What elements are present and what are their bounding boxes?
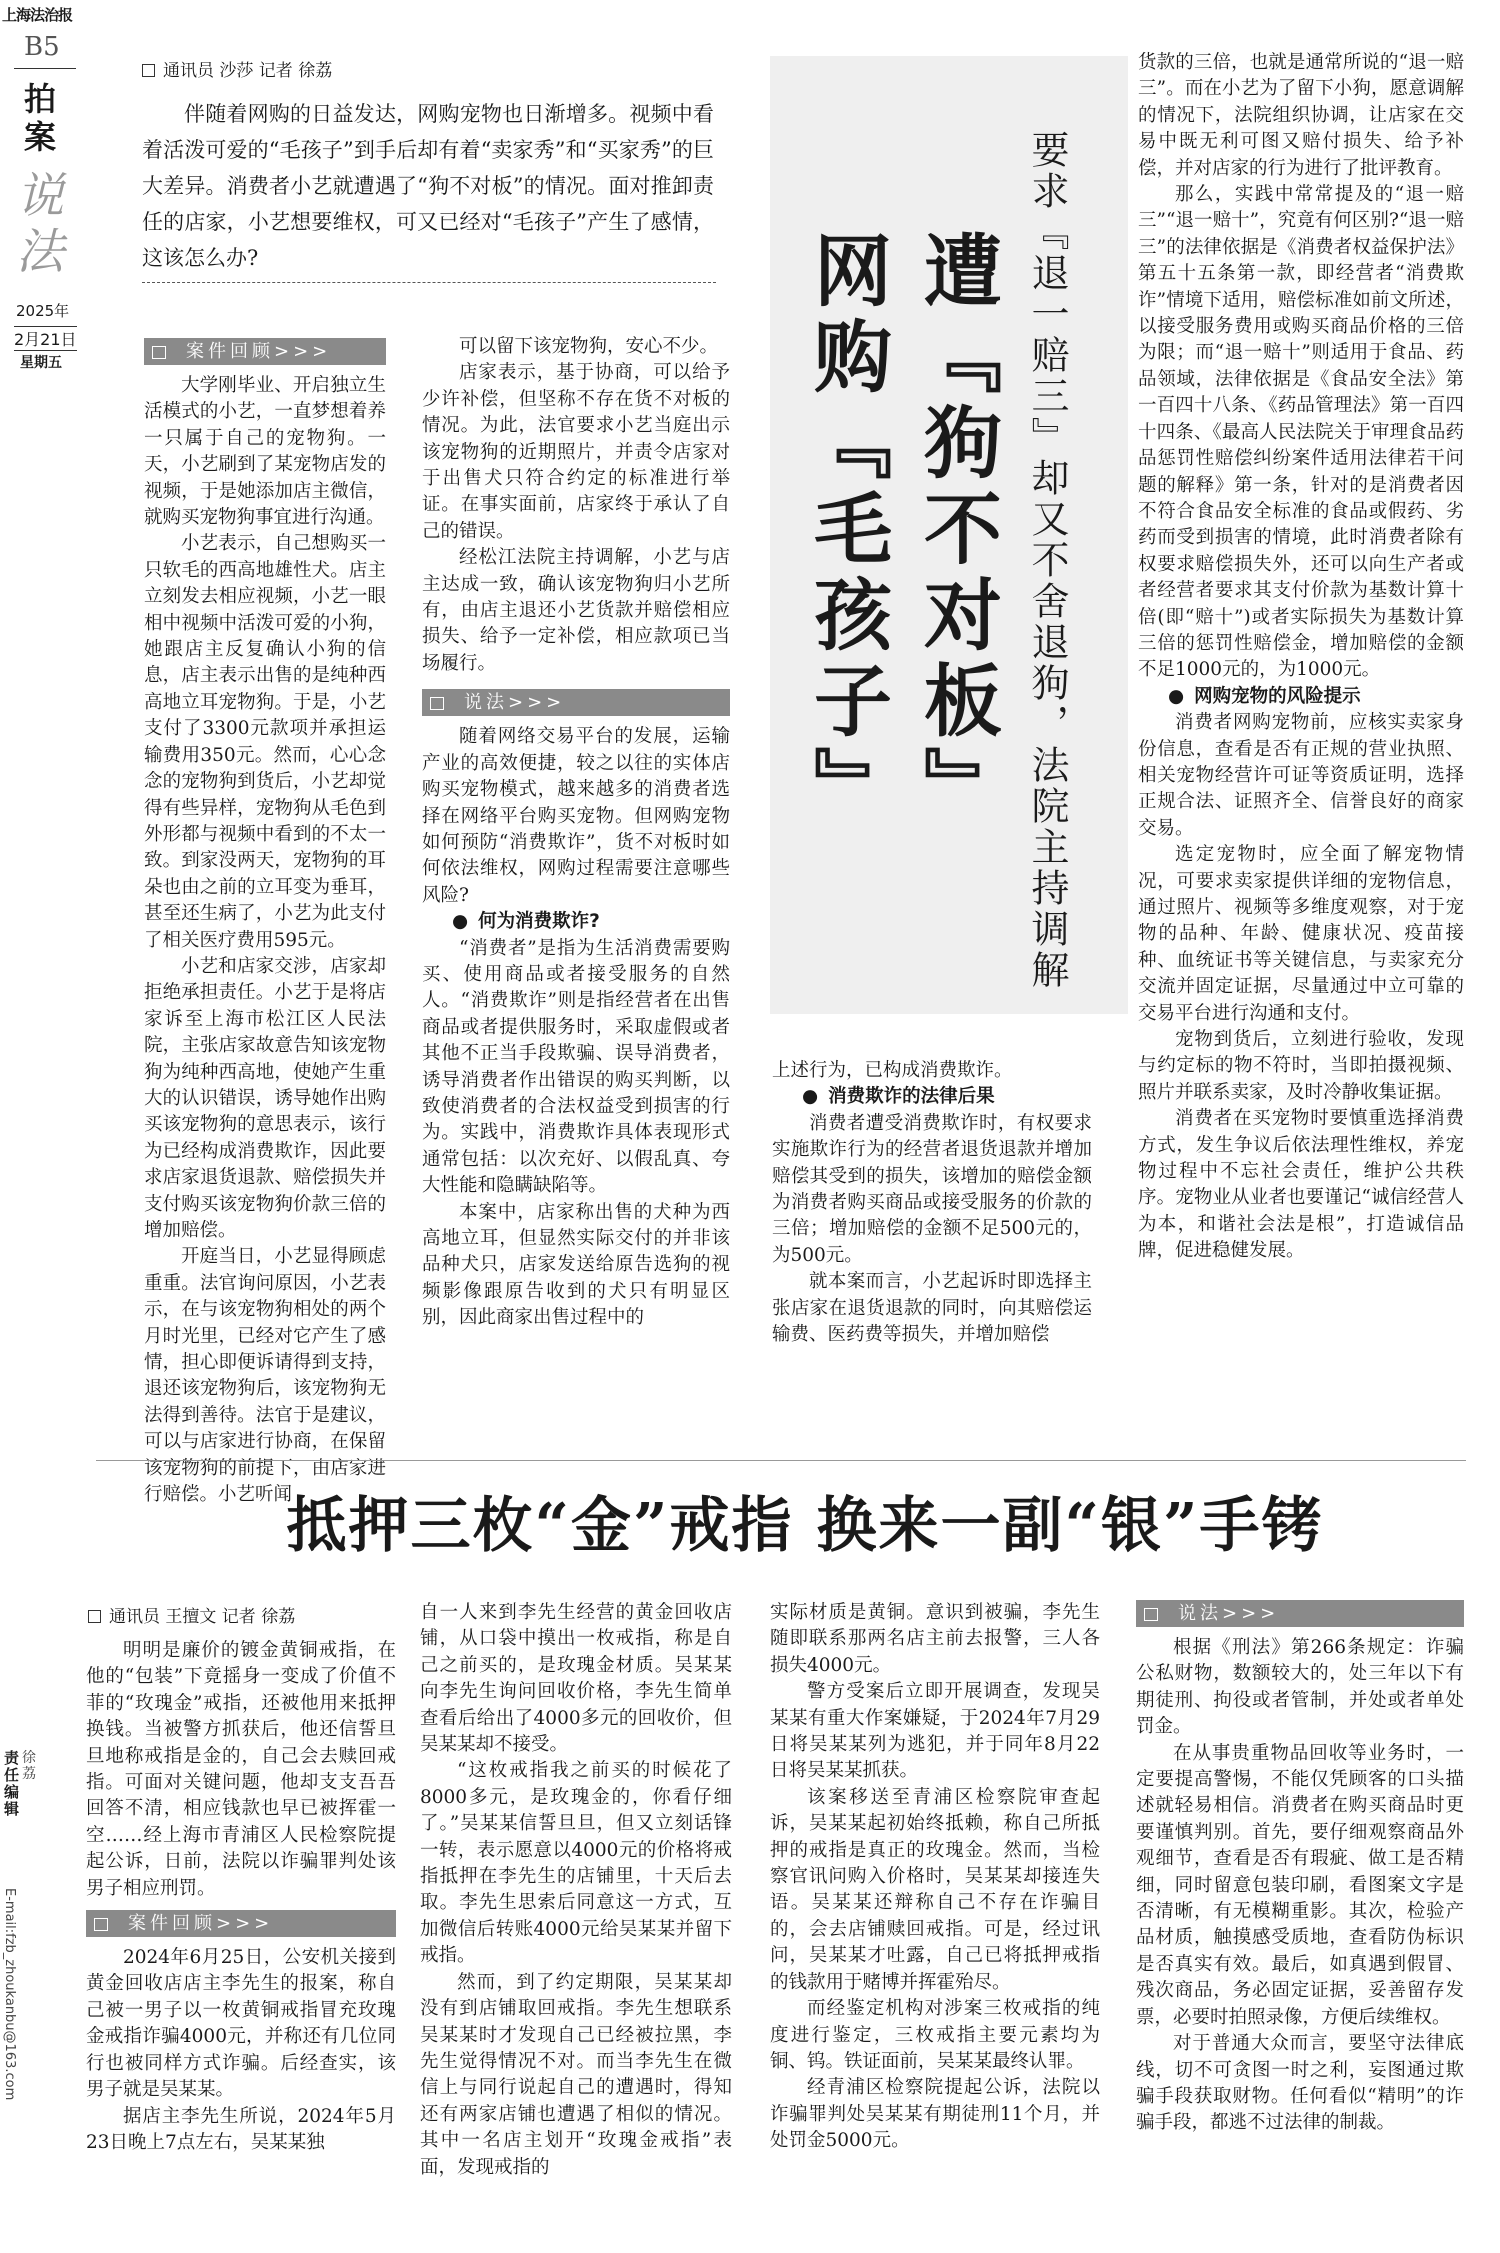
- story2-byline-text: 通讯员 王擅文 记者 徐荔: [109, 1607, 296, 1627]
- column-title: [24, 80, 56, 156]
- story2-lead: 明明是廉价的镀金黄铜戒指，在他的“包装”下竟摇身一变成了价值不菲的“玫瑰金”戒指，还被他用来抵押换钱。当被警方抓获后，他还信誓旦旦地称戒指是金的，自己会去赎回戒指。可面对关键问题，他却支支吾吾回答不清，相应钱款也早已被挥霍一空……经上海市青浦区人民检察院提起公诉，日前，法院以诈骗罪判处该男子相应刑罚。: [86, 1640, 396, 1899]
- paragraph: 警方受案后立即开展调查，发现吴某某有重大作案嫌疑，于2024年7月29日将吴某某列为逃犯，并于同年8月22日将吴某某抓获。: [770, 1681, 1100, 1782]
- story1-lead: 伴随着网购的日益发达，网购宠物也日渐增多。视频中看着活泼可爱的“毛孩子”到手后却有着“卖家秀”和“买家秀”的巨大差异。消费者小艺就遭遇了“狗不对板”的情况。面对推卸责任的店家，小艺想要维权，可又已经对“毛孩子”产生了感情，这该怎么办?: [142, 102, 714, 270]
- paragraph: 就本案而言，小艺起诉时即选择主张店家在退货退款的同时，向其赔偿运输费、医药费等损失，并增加赔偿: [772, 1271, 1092, 1346]
- editor-name: 徐荔: [22, 1750, 36, 1782]
- story1-col2: [422, 334, 730, 1396]
- column-title-char: 案: [24, 118, 57, 156]
- story1-col3: [772, 1058, 1092, 1398]
- paragraph: 对于普通大众而言，要坚守法律底线，切不可贪图一时之利，妄图通过欺骗手段获取财物。任何看似“精明”的诈骗手段，都逃不过法律的制裁。: [1136, 2033, 1464, 2134]
- story2-sec-law: 说法>>>: [1136, 1600, 1464, 1627]
- paragraph: 选定宠物时，应全面了解宠物情况，可要求卖家提供详细的宠物信息，通过照片、视频等多维度观察，对于宠物的品种、年龄、健康状况、疫苗接种、血统证书等关键信息，与卖家充分交流并固定证据，尽量通过中立可靠的交易平台进行沟通和支付。: [1138, 844, 1464, 1024]
- story1-subhead: 要求『退一赔三』却又不舍退狗，法院主持调解: [1025, 130, 1069, 991]
- paragraph: 小艺表示，自己想购买一只软毛的西高地雄性犬。店主立刻发去相应视频，小艺一眼相中视频中活泼可爱的小狗，她跟店主反复确认小狗的信息，店主表示出售的是纯种西高地立耳宠物狗。于是，小艺支付了3300元款项并承担运输费用350元。然而，心心念念的宠物狗到货后，小艺却觉得有些异样，宠物狗从毛色到外形都与视频中看到的不太一致。到家没两天，宠物狗的耳朵也由之前的立耳变为垂耳，甚至还生病了，小艺为此支付了相关医疗费用595元。: [144, 533, 386, 951]
- paragraph: 店家表示，基于协商，可以给予少许补偿，但坚称不存在货不对板的情况。为此，法官要求小艺当庭出示该宠物狗的近期照片，并责令店家对于出售犬只符合约定的标准进行举证。在事实面前，店家终于承认了自己的错误。: [422, 362, 730, 542]
- paragraph: 实际材质是黄铜。意识到被骗，李先生随即联系那两名店主前去报警，三人各损失4000元。: [770, 1602, 1100, 1676]
- story1-q3: ● 网购宠物的风险提示: [1138, 684, 1464, 710]
- paragraph: 然而，到了约定期限，吴某某却没有到店铺取回戒指。李先生想联系吴某某时才发现自己已经被拉黑，李先生觉得情况不对。而当李先生在微信上与同行说起自己的遭遇时，得知还有两家店铺也遭遇了相似的情况。其中一名店主划开“玫瑰金戒指”表面，发现戒指的: [420, 1971, 732, 2178]
- paragraph: 宠物到货后，立刻进行验收，发现与约定标的物不符时，当即拍摄视频、照片并联系卖家，及时冷静收集证据。: [1138, 1029, 1464, 1103]
- editor-label-text: 责任编辑: [4, 1749, 20, 1818]
- story1-byline: [142, 56, 332, 81]
- paragraph: 本案中，店家称出售的犬种为西高地立耳，但显然实际交付的并非该品种犬只，店家发送给原告选狗的视频影像跟原告收到的犬只有明显区别，因此商家出售过程中的: [422, 1201, 730, 1329]
- editor-email: E-mail:fzb_zhoukanbu@163.com: [2, 1888, 17, 2101]
- paragraph: 自一人来到李先生经营的黄金回收店铺，从口袋中摸出一枚戒指，称是自己之前买的，是玫瑰金材质。吴某某向李先生询问回收价格，李先生简单查看后给出了4000多元的回收价，但吴某某却不接受。: [420, 1602, 732, 1756]
- paragraph: 可以留下该宠物狗，安心不少。: [459, 336, 719, 357]
- date: 2月21日: [14, 326, 77, 351]
- story1-col1: [144, 334, 386, 1506]
- column-title-big: [16, 168, 64, 280]
- paragraph: 那么，实践中常常提及的“退一赔三”“退一赔十”，究竟有何区别?“退一赔三”的法律依据是《消费者权益保护法》第五十五条第一款，即经营者“消费欺诈”情境下适用，赔偿标准如前文所述，以接受服务费用或购买商品价格的三倍为限；而“退一赔十”则适用于食品、药品领域，法律依据是《食品安全法》第一百四十八条、《药品管理法》第一百四十四条、《最高人民法院关于审理食品药品惩罚性赔偿纠纷案件适用法律若干问题的解释》第一条，针对的是消费者因不符合食品安全标准的食品或假药、劣药而受到损害的情境，此时消费者除有权要求赔偿损失外，还可以向生产者或者经营者要求其支付价款为基数计算十倍(即“赔十”)或者实际损失为基数计算三倍的惩罚性赔偿金，增加赔偿的金额不足1000元的，为1000元。: [1138, 184, 1464, 681]
- paragraph: 消费者网购宠物前，应核实卖家身份信息，查看是否有正规的营业执照、相关宠物经营许可证等资质证明，选择正规合法、证照齐全、信誉良好的商家交易。: [1138, 712, 1464, 839]
- column-title-char: 拍: [24, 80, 57, 118]
- story2-col2: [420, 1600, 732, 2230]
- story2-byline: [88, 1602, 295, 1627]
- paragraph: 开庭当日，小艺显得顾虑重重。法官询问原因，小艺表示，在与该宠物狗相处的两个月时光里，已经对它产生了感情，担心即便诉请得到支持，退还该宠物狗后，该宠物狗无法得到善待。法官于是建议，可以与店家进行协商，在保留该宠物狗的前提下，由店家进行赔偿。小艺听闻: [144, 1246, 386, 1506]
- paragraph: 2024年6月25日，公安机关接到黄金回收店店主李先生的报案，称自己被一男子以一枚黄铜戒指冒充玫瑰金戒指诈骗4000元，并称还有几位同行也被同样方式诈骗。后经查实，该男子就是吴某某。: [86, 1947, 396, 2101]
- editor-label: [4, 1750, 24, 1818]
- divider: [142, 282, 716, 283]
- paragraph: 该案移送至青浦区检察院审查起诉，吴某某起初始终抵赖，称自己所抵押的戒指是真正的玫瑰金。然而，当检察官讯问购入价格时，吴某某却接连失语。吴某某还辩称自己不存在诈骗目的，会去店铺赎回戒指。可是，经过讯问，吴某某才吐露，自己已将抵押戒指的钱款用于赌博并挥霍殆尽。: [770, 1786, 1100, 1993]
- paragraph: “这枚戒指我之前买的时候花了8000多元，是玫瑰金的，你看仔细了。”吴某某信誓旦旦，但又立刻话锋一转，表示愿意以4000元的价格将戒指抵押在李先生的店铺里，十天后去取。李先生思索后同意这一方式，互加微信后转账4000元给吴某某并留下戒指。: [420, 1760, 732, 1967]
- masthead: [0, 0, 84, 2253]
- story1-headline-line1: 网购『毛孩子』: [801, 230, 892, 832]
- story1-headline-line2: 遭『狗不对板』: [911, 230, 1002, 832]
- paragraph: 根据《刑法》第266条规定：诈骗公私财物，数额较大的，处三年以下有期徒刑、拘役或者管制，并处或者单处罚金。: [1136, 1637, 1464, 1738]
- paragraph: 据店主李先生所说，2024年5月23日晚上7点左右，吴某某独: [86, 2105, 396, 2153]
- column-title-char: 说: [16, 168, 65, 224]
- story1-col4: [1138, 50, 1464, 1400]
- paragraph: 货款的三倍，也就是通常所说的“退一赔三”。而在小艺为了留下小狗，愿意调解的情况下，法院组织协调，让店家在交易中既无利可图又赔付损失、给予补偿，并对店家的行为进行了批评教育。: [1138, 52, 1464, 179]
- year: 2025年: [16, 302, 70, 320]
- story2-col1: [86, 1638, 396, 2228]
- weekday: 星期五: [20, 355, 62, 371]
- paragraph: 在从事贵重物品回收等业务时，一定要提高警惕，不能仅凭顾客的口头描述就轻易相信。消费者在购买商品时更要谨慎判别。首先，要仔细观察商品外观细节，查看是否有瑕疵、做工是否精细，同时留意包装印刷，看图案文字是否清晰，有无模糊重影。其次，检验产品材质，触摸感受质地，查看防伪标识是否真实有效。最后，如真遇到假冒、残次商品，务必固定证据，妥善留存发票，必要时拍照录像，方便后续维权。: [1136, 1742, 1464, 2028]
- paragraph: 随着网络交易平台的发展，运输产业的高效便捷，较之以往的实体店购买宠物模式，越来越多的消费者选择在网络平台购买宠物。但网购宠物如何预防“消费欺诈”，货不对板时如何依法维权，网购过程需要注意哪些风险?: [422, 726, 730, 906]
- paragraph: 上述行为，已构成消费欺诈。: [772, 1060, 1013, 1081]
- paper-logo: 上海法治报: [2, 6, 73, 24]
- story2-col3: [770, 1600, 1100, 2230]
- paragraph: 消费者在买宠物时要慎重选择消费方式，发生争议后依法理性维权，养宠物过程中不忘社会责任，维护公共秩序。宠物业从业者也要谨记“诚信经营人为本，和谐社会法是根”，打造诚信品牌，促进稳健发展。: [1138, 1108, 1464, 1262]
- paragraph: 小艺和店家交涉，店家却拒绝承担责任。小艺于是将店家诉至上海市松江区人民法院，主张店家故意告知该宠物狗为纯种西高地，使她产生重大的认识错误，诱导她作出购买该宠物狗的意思表示，该行为已经构成消费欺诈，因此要求店家退货退款、赔偿损失并支付购买该宠物狗价款三倍的增加赔偿。: [144, 955, 386, 1241]
- divider: [14, 68, 76, 69]
- paragraph: 而经鉴定机构对涉案三枚戒指的纯度进行鉴定，三枚戒指主要元素均为铜、钨。铁证面前，吴某某最终认罪。: [770, 1998, 1100, 2072]
- paragraph: “消费者”是指为生活消费需要购买、使用商品或者接受服务的自然人。“消费欺诈”则是指经营者在出售商品或者提供服务时，采取虚假或者其他不正当手段欺骗、误导消费者，诱导消费者作出错误的购买判断，以致使消费者的合法权益受到损害的行为。实践中，消费欺诈具体表现形式通常包括：以次充好、以假乱真、夸大性能和隐瞒缺陷等。: [422, 937, 730, 1197]
- story1-q2: ● 消费欺诈的法律后果: [772, 1084, 1092, 1110]
- story1-byline-text: 通讯员 沙莎 记者 徐荔: [163, 61, 333, 81]
- story2-sec-case: 案件回顾>>>: [86, 1910, 396, 1937]
- story2-col4: [1136, 1600, 1464, 2230]
- story1-sec-case: 案件回顾>>>: [144, 338, 386, 365]
- story1-q1: ● 何为消费欺诈?: [422, 909, 730, 935]
- paragraph: 大学刚毕业、开启独立生活模式的小艺，一直梦想着养一只属于自己的宠物狗。一天，小艺刷到了某宠物店发的视频，于是她添加店主微信，就购买宠物狗事宜进行沟通。: [144, 375, 386, 529]
- byline-box-icon: [88, 1610, 101, 1623]
- story2-headline: 抵押三枚“金”戒指 换来一副“银”手铐: [286, 1491, 1324, 1561]
- paragraph: 消费者遭受消费欺诈时，有权要求实施欺诈行为的经营者退货退款并增加赔偿其受到的损失，该增加的赔偿金额为消费者购买商品或接受服务的价款的三倍；增加赔偿的金额不足500元的，为500元。: [772, 1112, 1092, 1266]
- column-title-char: 法: [16, 224, 65, 280]
- byline-box-icon: [142, 64, 155, 77]
- paragraph: 经青浦区检察院提起公诉，法院以诈骗罪判处吴某某有期徒刑11个月，并处罚金5000元。: [770, 2077, 1100, 2152]
- page-number: B5: [24, 32, 60, 62]
- paragraph: 经松江法院主持调解，小艺与店主达成一致，确认该宠物狗归小艺所有，由店主退还小艺货款并赔偿相应损失、给予一定补偿，相应款项已当场履行。: [422, 547, 730, 674]
- divider: [96, 1460, 1466, 1461]
- story1-sec-law: 说法>>>: [422, 689, 730, 716]
